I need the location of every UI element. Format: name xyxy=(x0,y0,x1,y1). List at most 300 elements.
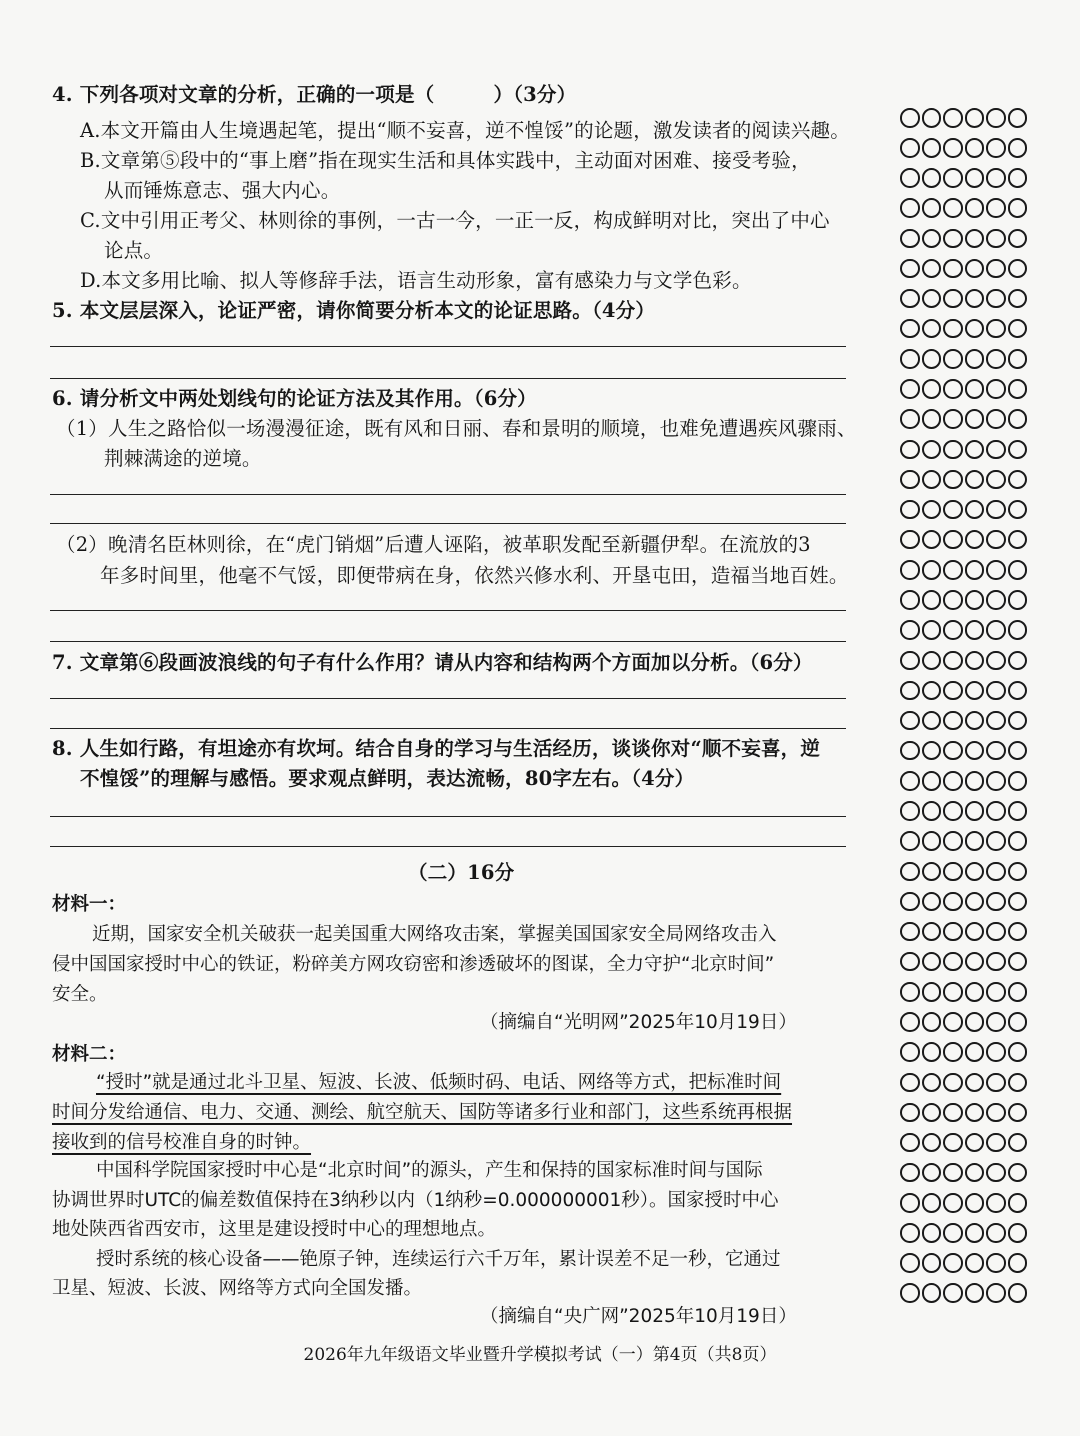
circle-icon xyxy=(1008,590,1028,610)
circle-row xyxy=(900,711,1040,741)
circle-row xyxy=(900,892,1040,922)
circle-icon xyxy=(900,440,920,460)
circle-icon xyxy=(986,1163,1006,1183)
circle-row xyxy=(900,651,1040,681)
q6-sentence2-line2: 年多时间里，他毫不气馁，即便带病在身，依然兴修水利、开垦屯田，造福当地百姓。 xyxy=(100,564,849,587)
circle-icon xyxy=(1008,560,1028,580)
circle-icon xyxy=(986,530,1006,550)
circle-icon xyxy=(1008,862,1028,882)
circle-icon xyxy=(986,741,1006,761)
circle-icon xyxy=(943,1163,963,1183)
circle-icon xyxy=(900,409,920,429)
circle-icon xyxy=(900,349,920,369)
circle-row xyxy=(900,530,1040,560)
circle-row xyxy=(900,500,1040,530)
q7-stem: 7. 文章第⑥段画波浪线的句子有什么作用？请从内容和结构两个方面加以分析。（6分） xyxy=(52,651,813,674)
material2-p2-line3: 地处陕西省西安市，这里是建设授时中心的理想地点。 xyxy=(52,1219,497,1240)
circle-icon xyxy=(965,229,985,249)
circle-icon xyxy=(965,1073,985,1093)
circle-icon xyxy=(943,922,963,942)
circle-icon xyxy=(943,319,963,339)
answer-line[interactable] xyxy=(50,728,846,729)
circle-row xyxy=(900,1223,1040,1253)
circle-row xyxy=(900,831,1040,861)
circle-icon xyxy=(900,530,920,550)
circle-icon xyxy=(922,1133,942,1153)
circle-row xyxy=(900,409,1040,439)
circle-icon xyxy=(943,198,963,218)
circle-row xyxy=(900,741,1040,771)
circle-icon xyxy=(900,1163,920,1183)
circle-row xyxy=(900,771,1040,801)
circle-row xyxy=(900,1193,1040,1223)
circle-icon xyxy=(900,1133,920,1153)
circle-icon xyxy=(943,1042,963,1062)
circle-icon xyxy=(900,1193,920,1213)
circle-icon xyxy=(1008,681,1028,701)
circle-row xyxy=(900,440,1040,470)
answer-line[interactable] xyxy=(50,816,846,817)
circle-row xyxy=(900,1042,1040,1072)
circle-icon xyxy=(1008,651,1028,671)
circle-icon xyxy=(943,500,963,520)
circle-icon xyxy=(986,862,1006,882)
circle-icon xyxy=(943,681,963,701)
circle-icon xyxy=(1008,500,1028,520)
binding-circles xyxy=(900,108,1040,1314)
circle-row xyxy=(900,319,1040,349)
circle-icon xyxy=(900,952,920,972)
circle-icon xyxy=(943,741,963,761)
circle-icon xyxy=(965,560,985,580)
circle-icon xyxy=(943,892,963,912)
circle-icon xyxy=(986,651,1006,671)
circle-icon xyxy=(965,1193,985,1213)
circle-icon xyxy=(922,349,942,369)
q4-option-d: D.本文多用比喻、拟人等修辞手法，语言生动形象，富有感染力与文学色彩。 xyxy=(80,269,752,292)
circle-icon xyxy=(900,801,920,821)
circle-icon xyxy=(922,922,942,942)
circle-icon xyxy=(900,620,920,640)
circle-icon xyxy=(986,108,1006,128)
circle-icon xyxy=(943,620,963,640)
circle-icon xyxy=(986,801,1006,821)
circle-icon xyxy=(922,409,942,429)
circle-icon xyxy=(965,108,985,128)
circle-icon xyxy=(965,1042,985,1062)
circle-row xyxy=(900,1103,1040,1133)
circle-icon xyxy=(965,862,985,882)
circle-icon xyxy=(1008,198,1028,218)
material2-underlined-line3: 接收到的信号校准自身的时钟。 xyxy=(52,1132,312,1153)
circle-icon xyxy=(900,831,920,851)
circle-icon xyxy=(900,741,920,761)
circle-icon xyxy=(1008,1163,1028,1183)
circle-icon xyxy=(965,922,985,942)
circle-row xyxy=(900,379,1040,409)
material2-p2-line2: 协调世界时UTC的偏差数值保持在3纳秒以内（1纳秒=0.000000001秒）。国家授时中心 xyxy=(52,1190,779,1211)
circle-icon xyxy=(900,982,920,1002)
circle-icon xyxy=(1008,982,1028,1002)
circle-icon xyxy=(900,1283,920,1303)
circle-icon xyxy=(943,1283,963,1303)
circle-row xyxy=(900,1253,1040,1283)
q4-option-c-line1: C.文中引用正考父、林则徐的事例，一古一今，一正一反，构成鲜明对比，突出了中心 xyxy=(80,209,830,232)
circle-icon xyxy=(986,681,1006,701)
circle-icon xyxy=(943,349,963,369)
circle-row xyxy=(900,801,1040,831)
circle-icon xyxy=(943,982,963,1002)
circle-icon xyxy=(900,862,920,882)
circle-icon xyxy=(943,108,963,128)
circle-icon xyxy=(965,1223,985,1243)
circle-icon xyxy=(1008,319,1028,339)
answer-line[interactable] xyxy=(50,641,846,642)
circle-icon xyxy=(965,440,985,460)
circle-icon xyxy=(1008,892,1028,912)
circle-icon xyxy=(922,1253,942,1273)
circle-icon xyxy=(900,1103,920,1123)
circle-icon xyxy=(986,1012,1006,1032)
material2-source: （摘编自“央广网”2025年10月19日） xyxy=(480,1306,797,1327)
circle-icon xyxy=(922,198,942,218)
circle-icon xyxy=(922,168,942,188)
circle-icon xyxy=(965,831,985,851)
circle-icon xyxy=(986,560,1006,580)
circle-icon xyxy=(943,259,963,279)
circle-row xyxy=(900,1163,1040,1193)
circle-icon xyxy=(965,651,985,671)
circle-icon xyxy=(986,1253,1006,1273)
circle-icon xyxy=(986,198,1006,218)
circle-row xyxy=(900,1012,1040,1042)
circle-icon xyxy=(965,711,985,731)
circle-icon xyxy=(922,741,942,761)
circle-icon xyxy=(900,771,920,791)
circle-icon xyxy=(943,952,963,972)
circle-icon xyxy=(922,651,942,671)
circle-icon xyxy=(943,590,963,610)
circle-icon xyxy=(965,470,985,490)
circle-row xyxy=(900,620,1040,650)
material1-line3: 安全。 xyxy=(52,984,108,1005)
circle-icon xyxy=(1008,1283,1028,1303)
circle-icon xyxy=(965,198,985,218)
circle-icon xyxy=(922,289,942,309)
circle-icon xyxy=(965,892,985,912)
circle-icon xyxy=(922,952,942,972)
answer-line[interactable] xyxy=(50,494,846,495)
circle-icon xyxy=(986,711,1006,731)
circle-icon xyxy=(986,952,1006,972)
circle-icon xyxy=(943,1193,963,1213)
circle-icon xyxy=(965,379,985,399)
circle-icon xyxy=(922,1193,942,1213)
circle-icon xyxy=(986,771,1006,791)
circle-icon xyxy=(965,982,985,1002)
circle-icon xyxy=(1008,168,1028,188)
q6-stem: 6. 请分析文中两处划线句的论证方法及其作用。（6分） xyxy=(52,387,537,410)
circle-icon xyxy=(965,349,985,369)
q5-stem: 5. 本文层层深入，论证严密，请你简要分析本文的论证思路。（4分） xyxy=(52,299,656,322)
page-footer: 2026年九年级语文毕业暨升学模拟考试（一）第4页（共8页） xyxy=(303,1345,777,1365)
circle-icon xyxy=(900,379,920,399)
circle-icon xyxy=(1008,530,1028,550)
circle-icon xyxy=(943,168,963,188)
circle-icon xyxy=(943,409,963,429)
q8-stem-line2: 不惶馁”的理解与感悟。要求观点鲜明，表达流畅，80字左右。（4分） xyxy=(80,767,695,790)
circle-icon xyxy=(965,1163,985,1183)
circle-row xyxy=(900,922,1040,952)
circle-icon xyxy=(900,1223,920,1243)
circle-icon xyxy=(1008,1012,1028,1032)
circle-icon xyxy=(922,1223,942,1243)
circle-icon xyxy=(1008,1223,1028,1243)
circle-icon xyxy=(900,168,920,188)
circle-icon xyxy=(1008,801,1028,821)
circle-icon xyxy=(965,741,985,761)
circle-icon xyxy=(900,681,920,701)
circle-icon xyxy=(943,831,963,851)
circle-icon xyxy=(986,409,1006,429)
circle-icon xyxy=(965,1133,985,1153)
circle-icon xyxy=(965,1283,985,1303)
circle-icon xyxy=(965,259,985,279)
circle-icon xyxy=(922,1012,942,1032)
answer-line[interactable] xyxy=(50,346,846,347)
circle-icon xyxy=(943,711,963,731)
circle-icon xyxy=(1008,1133,1028,1153)
circle-icon xyxy=(922,319,942,339)
circle-icon xyxy=(922,229,942,249)
circle-icon xyxy=(922,862,942,882)
circle-icon xyxy=(943,801,963,821)
circle-icon xyxy=(986,259,1006,279)
circle-icon xyxy=(1008,138,1028,158)
circle-icon xyxy=(965,138,985,158)
circle-icon xyxy=(986,289,1006,309)
circle-icon xyxy=(965,168,985,188)
circle-icon xyxy=(943,560,963,580)
material2-p2-line1: 中国科学院国家授时中心是“北京时间”的源头，产生和保持的国家标准时间与国际 xyxy=(96,1160,763,1181)
answer-line[interactable] xyxy=(50,610,846,611)
circle-icon xyxy=(900,198,920,218)
circle-icon xyxy=(900,108,920,128)
circle-icon xyxy=(986,440,1006,460)
circle-row xyxy=(900,681,1040,711)
section-heading: （二）16分 xyxy=(408,861,515,884)
circle-icon xyxy=(1008,1253,1028,1273)
circle-icon xyxy=(943,229,963,249)
circle-icon xyxy=(986,590,1006,610)
circle-icon xyxy=(900,1253,920,1273)
circle-icon xyxy=(900,319,920,339)
circle-icon xyxy=(986,892,1006,912)
circle-icon xyxy=(900,1042,920,1062)
circle-icon xyxy=(943,440,963,460)
circle-icon xyxy=(943,862,963,882)
circle-row xyxy=(900,1133,1040,1163)
circle-icon xyxy=(922,440,942,460)
circle-icon xyxy=(986,831,1006,851)
circle-row xyxy=(900,108,1040,138)
q6-sentence1-line2: 荆棘满途的逆境。 xyxy=(104,447,262,470)
material1-line1: 近期，国家安全机关破获一起美国重大网络攻击案，掌握美国国家安全局网络攻击入 xyxy=(92,924,777,945)
circle-icon xyxy=(922,590,942,610)
circle-icon xyxy=(1008,1073,1028,1093)
circle-icon xyxy=(943,771,963,791)
circle-icon xyxy=(922,771,942,791)
answer-line[interactable] xyxy=(50,523,846,524)
circle-icon xyxy=(922,1163,942,1183)
circle-icon xyxy=(922,1283,942,1303)
circle-icon xyxy=(986,1223,1006,1243)
material1-source: （摘编自“光明网”2025年10月19日） xyxy=(480,1012,797,1033)
circle-icon xyxy=(943,651,963,671)
circle-icon xyxy=(1008,349,1028,369)
circle-icon xyxy=(900,711,920,731)
circle-icon xyxy=(986,1042,1006,1062)
circle-icon xyxy=(943,1073,963,1093)
circle-icon xyxy=(922,108,942,128)
circle-row xyxy=(900,259,1040,289)
circle-icon xyxy=(943,470,963,490)
answer-line[interactable] xyxy=(50,378,846,379)
circle-icon xyxy=(943,138,963,158)
circle-icon xyxy=(943,1223,963,1243)
circle-icon xyxy=(986,620,1006,640)
circle-icon xyxy=(922,620,942,640)
circle-icon xyxy=(965,681,985,701)
circle-icon xyxy=(922,1103,942,1123)
circle-icon xyxy=(1008,1103,1028,1123)
circle-icon xyxy=(900,470,920,490)
circle-row xyxy=(900,198,1040,228)
circle-icon xyxy=(986,168,1006,188)
material1-line2: 侵中国国家授时中心的铁证，粉碎美方网攻窃密和渗透破坏的图谋，全力守护“北京时间” xyxy=(52,954,775,975)
circle-icon xyxy=(1008,922,1028,942)
circle-icon xyxy=(1008,108,1028,128)
circle-icon xyxy=(1008,952,1028,972)
material1-label: 材料一： xyxy=(52,894,127,915)
q4-option-b-line2: 从而锤炼意志、强大内心。 xyxy=(104,179,341,202)
circle-icon xyxy=(986,229,1006,249)
circle-icon xyxy=(965,500,985,520)
circle-row xyxy=(900,289,1040,319)
q8-stem-line1: 8. 人生如行路，有坦途亦有坎坷。结合自身的学习与生活经历，谈谈你对“顺不妄喜，逆 xyxy=(52,737,821,760)
circle-row xyxy=(900,952,1040,982)
circle-icon xyxy=(1008,289,1028,309)
circle-icon xyxy=(986,1193,1006,1213)
circle-icon xyxy=(986,470,1006,490)
circle-icon xyxy=(965,801,985,821)
circle-icon xyxy=(1008,620,1028,640)
circle-row xyxy=(900,1073,1040,1103)
circle-row xyxy=(900,138,1040,168)
q6-sentence2-line1: （2）晚清名臣林则徐，在“虎门销烟”后遭人诬陷，被革职发配至新疆伊犁。在流放的3 xyxy=(56,533,811,556)
circle-icon xyxy=(900,590,920,610)
circle-row xyxy=(900,229,1040,259)
circle-icon xyxy=(900,922,920,942)
circle-icon xyxy=(965,771,985,791)
circle-icon xyxy=(1008,229,1028,249)
circle-icon xyxy=(986,982,1006,1002)
circle-icon xyxy=(943,1103,963,1123)
circle-icon xyxy=(1008,831,1028,851)
circle-icon xyxy=(965,319,985,339)
circle-icon xyxy=(965,952,985,972)
circle-icon xyxy=(922,1073,942,1093)
circle-icon xyxy=(900,1012,920,1032)
circle-icon xyxy=(1008,771,1028,791)
circle-icon xyxy=(986,1103,1006,1123)
circle-icon xyxy=(986,1073,1006,1093)
circle-icon xyxy=(1008,409,1028,429)
circle-icon xyxy=(1008,711,1028,731)
circle-icon xyxy=(900,138,920,158)
circle-icon xyxy=(965,289,985,309)
circle-icon xyxy=(900,892,920,912)
circle-row xyxy=(900,560,1040,590)
circle-icon xyxy=(1008,470,1028,490)
circle-icon xyxy=(1008,259,1028,279)
circle-icon xyxy=(965,409,985,429)
circle-icon xyxy=(922,530,942,550)
circle-icon xyxy=(900,259,920,279)
answer-line[interactable] xyxy=(50,846,846,847)
circle-icon xyxy=(922,259,942,279)
circle-icon xyxy=(986,138,1006,158)
circle-icon xyxy=(965,530,985,550)
circle-icon xyxy=(922,982,942,1002)
circle-row xyxy=(900,168,1040,198)
circle-icon xyxy=(922,500,942,520)
circle-icon xyxy=(986,1283,1006,1303)
circle-icon xyxy=(986,922,1006,942)
circle-row xyxy=(900,349,1040,379)
circle-icon xyxy=(965,1012,985,1032)
circle-icon xyxy=(922,892,942,912)
circle-icon xyxy=(965,620,985,640)
q4-option-a: A.本文开篇由人生境遇起笔，提出“顺不妄喜，逆不惶馁”的论题，激发读者的阅读兴趣。 xyxy=(80,119,850,142)
circle-icon xyxy=(965,1103,985,1123)
circle-icon xyxy=(1008,379,1028,399)
circle-icon xyxy=(900,651,920,671)
circle-row xyxy=(900,1283,1040,1313)
circle-icon xyxy=(943,289,963,309)
circle-icon xyxy=(922,1042,942,1062)
circle-icon xyxy=(943,1253,963,1273)
circle-icon xyxy=(900,289,920,309)
circle-icon xyxy=(1008,440,1028,460)
circle-icon xyxy=(900,560,920,580)
circle-row xyxy=(900,470,1040,500)
circle-icon xyxy=(900,229,920,249)
circle-icon xyxy=(922,560,942,580)
circle-icon xyxy=(965,590,985,610)
circle-icon xyxy=(1008,1193,1028,1213)
circle-icon xyxy=(986,500,1006,520)
q4-option-b-line1: B.文章第⑤段中的“事上磨”指在现实生活和具体实践中，主动面对困难、接受考验， xyxy=(80,149,811,172)
circle-row xyxy=(900,982,1040,1012)
circle-row xyxy=(900,862,1040,892)
circle-icon xyxy=(943,1012,963,1032)
circle-icon xyxy=(943,379,963,399)
answer-line[interactable] xyxy=(50,698,846,699)
circle-icon xyxy=(922,831,942,851)
circle-icon xyxy=(922,470,942,490)
circle-icon xyxy=(986,319,1006,339)
